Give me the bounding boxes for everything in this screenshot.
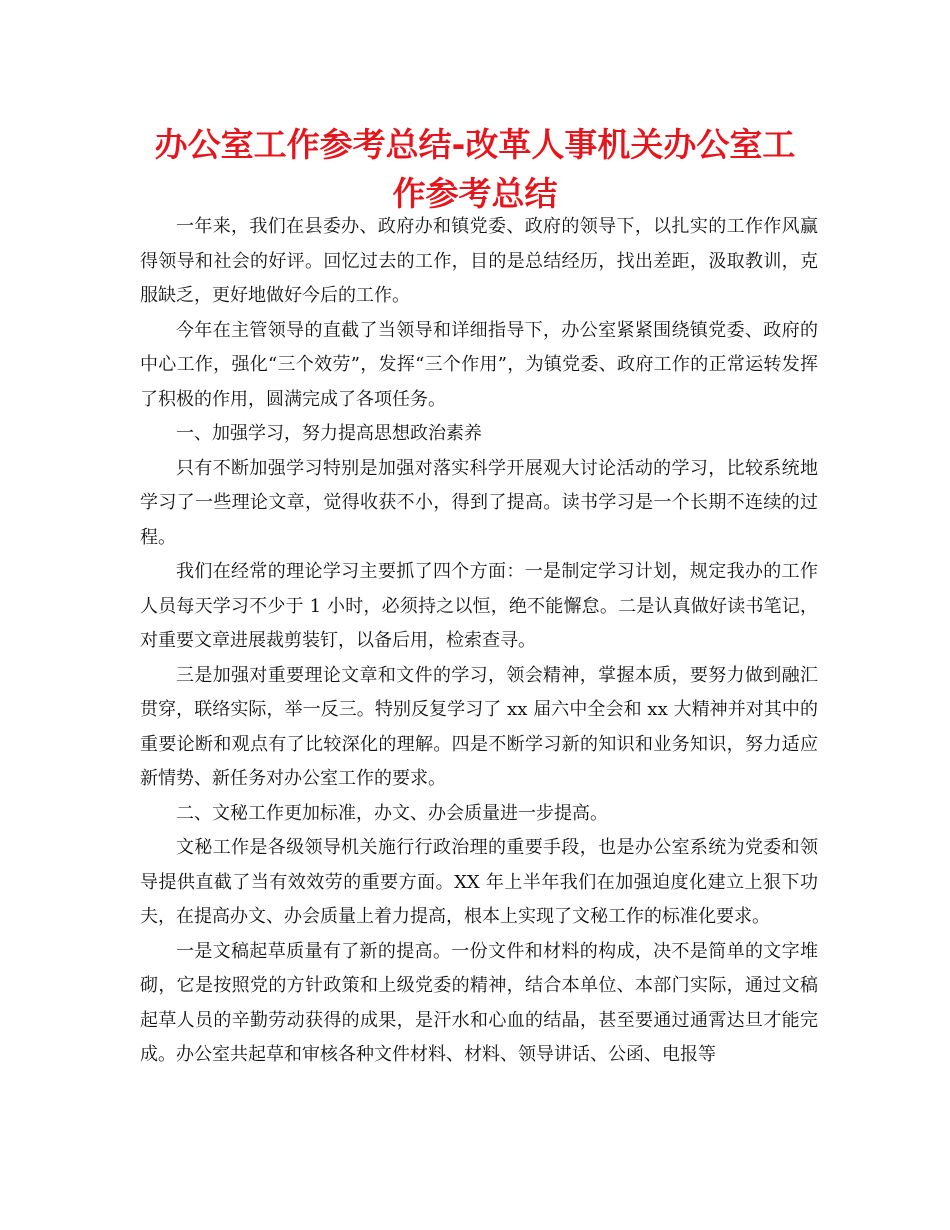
paragraph-4: 我们在经常的理论学习主要抓了四个方面：一是制定学习计划，规定我办的工作人员每天学习不少于 1 小时，必须持之以恒，绝不能懈怠。二是认真做好读书笔记，对重要文章进展裁剪装钉，以备后用，检索查寻。: [140, 561, 818, 651]
paragraph-7: 一是文稿起草质量有了新的提高。一份文件和材料的构成，决不是简单的文字堆砌，它是按照党的方针政策和上级党委的精神，结合本单位、本部门实际，通过文稿起草人员的辛勤劳动获得的成果，是汗水和心血的结晶，甚至要通过通霄达旦才能完成。办公室共起草和审核各种文件材料、材料、领导讲话、公函、电报等: [140, 940, 818, 1065]
paragraph-5: 三是加强对重要理论文章和文件的学习，领会精神，掌握本质，要努力做到融汇贯穿，联络实际，举一反三。特别反复学习了 xx 届六中全会和 xx 大精神并对其中的重要论断和观点有了比较深化的理解。四是不断学习新的知识和业务知识，努力适应新情势、新任务对办公室工作的要求。: [140, 664, 818, 789]
section-heading-1: 一、加强学习，努力提高思想政治素养: [176, 423, 482, 444]
section-heading-2: 二、文秘工作更加标准，办文、办会质量进一步提高。: [176, 802, 608, 824]
paragraph-2: 今年在主管领导的直截了当领导和详细指导下，办公室紧紧围绕镇党委、政府的中心工作，强化“三个效劳”，发挥“三个作用”，为镇党委、政府工作的正常运转发挥了积极的作用，圆满完成了各项任务。: [140, 319, 818, 410]
paragraph-3: 只有不断加强学习特别是加强对落实科学开展观大讨论活动的学习，比较系统地学习了一些理论文章，觉得收获不小，得到了提高。读书学习是一个长期不连续的过程。: [140, 457, 818, 548]
paragraph-6: 文秘工作是各级领导机关施行行政治理的重要手段，也是办公室系统为党委和领导提供直截了当有效效劳的重要方面。XX 年上半年我们在加强迫度化建立上狠下功夫，在提高办文、办会质量上着力提高，根本上实现了文秘工作的标准化要求。: [140, 837, 818, 927]
document-title: 办公室工作参考总结-改革人事机关办公室工作参考总结: [154, 125, 796, 213]
paragraph-1: 一年来，我们在县委办、政府办和镇党委、政府的领导下，以扎实的工作作风赢得领导和社会的好评。回忆过去的工作，目的是总结经历，找出差距，汲取教训，克服缺乏，更好地做好今后的工作。: [140, 216, 818, 306]
document-body: [140, 210, 818, 1073]
